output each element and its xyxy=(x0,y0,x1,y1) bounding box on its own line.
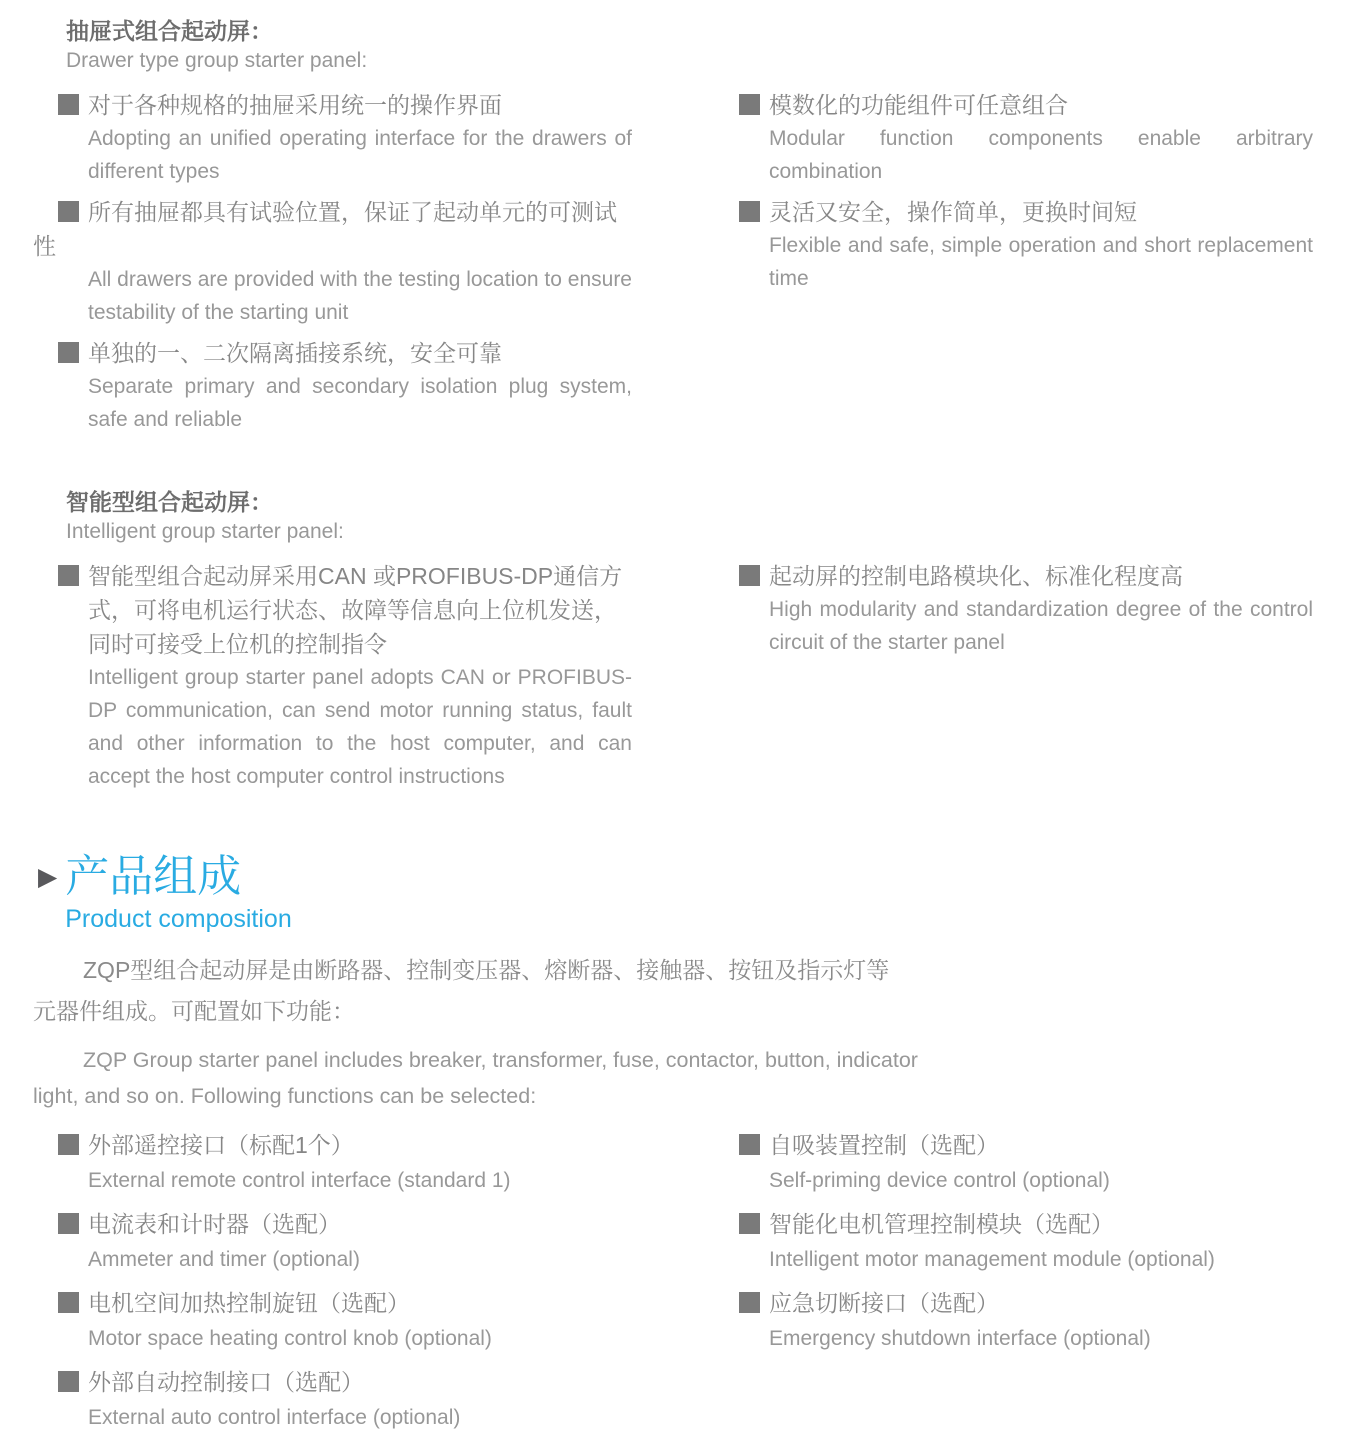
feature-text-en: Emergency shutdown interface (optional) xyxy=(769,1327,1151,1350)
feature-cn-line xyxy=(58,1365,632,1399)
section-drawer-type xyxy=(33,16,1313,443)
intro-paragraph-en: ZQP Group starter panel includes breaker, transformer, fuse, contactor, button, indicator light, and so on. Following functions can be selected: xyxy=(33,1048,918,1108)
bullet-text-cn: 对于各种规格的抽屉采用统一的操作界面 xyxy=(88,92,502,118)
feature-cn-line xyxy=(739,1207,1313,1241)
bullet-cn-line xyxy=(58,559,632,661)
product-composition-title-en: Product composition xyxy=(65,905,292,933)
feature-cn-line xyxy=(58,1207,632,1241)
bullet-item xyxy=(58,559,632,793)
section-title-en: Drawer type group starter panel: xyxy=(66,49,368,72)
left-column xyxy=(33,88,632,443)
feature-item xyxy=(739,1286,1313,1355)
feature-cn-line xyxy=(58,1286,632,1320)
bullet-square-icon xyxy=(58,201,79,222)
bullet-square-icon xyxy=(739,1134,760,1155)
feature-cn-line xyxy=(739,1128,1313,1162)
left-column xyxy=(58,559,632,800)
bullet-square-icon xyxy=(58,94,79,115)
section-title-cn: 智能型组合起动屏： xyxy=(66,489,273,515)
feature-text-en: Ammeter and timer (optional) xyxy=(88,1248,360,1271)
bullet-text-cn: 单独的一、二次隔离插接系统，安全可靠 xyxy=(88,340,502,366)
feature-text-cn: 电流表和计时器（选配） xyxy=(88,1211,341,1237)
bullet-columns xyxy=(33,88,1313,443)
bullet-text-cn: 智能型组合起动屏采用CAN 或PROFIBUS-DP通信方式，可将电机运行状态、故障等信息向上位机发送，同时可接受上位机的控制指令 xyxy=(88,563,623,657)
bullet-text-en: Flexible and safe, simple operation and short replacement time xyxy=(769,234,1313,290)
bullet-square-icon xyxy=(58,1371,79,1392)
bullet-square-icon xyxy=(739,94,760,115)
section-header xyxy=(66,487,1313,547)
bullet-square-icon xyxy=(739,201,760,222)
bullet-cn-line xyxy=(58,195,632,229)
bullet-square-icon xyxy=(739,565,760,586)
bullet-text-en: Intelligent group starter panel adopts CAN or PROFIBUS-DP communication, can send motor running status, fault and other information to the host computer, and can accept the host computer control instructions xyxy=(88,666,632,788)
bullet-columns xyxy=(58,559,1313,800)
feature-columns xyxy=(58,1128,1313,1444)
bullet-square-icon xyxy=(58,1292,79,1313)
bullet-item xyxy=(739,88,1313,188)
feature-item xyxy=(739,1128,1313,1197)
feature-text-cn: 外部自动控制接口（选配） xyxy=(88,1369,364,1395)
right-column xyxy=(739,559,1313,666)
feature-text-en: Self-priming device control (optional) xyxy=(769,1169,1110,1192)
feature-item xyxy=(58,1365,632,1434)
feature-cn-line xyxy=(58,1128,632,1162)
feature-text-cn: 外部遥控接口（标配1个） xyxy=(88,1132,354,1158)
bullet-item xyxy=(58,336,632,436)
bullet-item xyxy=(739,559,1313,659)
right-column xyxy=(739,88,1313,302)
bullet-cn-line xyxy=(739,559,1313,593)
bullet-square-icon xyxy=(58,1134,79,1155)
bullet-text-cn: 所有抽屉都具有试验位置，保证了起动单元的可测试 xyxy=(88,199,617,225)
bullet-text-cn: 起动屏的控制电路模块化、标准化程度高 xyxy=(769,563,1183,589)
feature-item xyxy=(58,1207,632,1276)
triangle-marker-icon: ▶ xyxy=(38,863,58,891)
feature-item xyxy=(58,1286,632,1355)
bullet-cn-line xyxy=(58,336,632,370)
bullet-square-icon xyxy=(58,565,79,586)
bullet-text-en: High modularity and standardization degree of the control circuit of the starter panel xyxy=(769,598,1313,654)
bullet-item xyxy=(739,195,1313,295)
feature-text-cn: 应急切断接口（选配） xyxy=(769,1290,999,1316)
intro-paragraph-cn: ZQP型组合起动屏是由断路器、控制变压器、熔断器、接触器、按钮及指示灯等元器件组成。可配置如下功能： xyxy=(33,957,890,1024)
bullet-cn-line xyxy=(739,195,1313,229)
product-composition-header xyxy=(38,852,1313,936)
bullet-square-icon xyxy=(739,1213,760,1234)
features-left-column xyxy=(58,1128,632,1444)
bullet-text-en: Adopting an unified operating interface for the drawers of different types xyxy=(88,127,632,183)
feature-text-en: Motor space heating control knob (optional) xyxy=(88,1327,492,1350)
bullet-text-cn: 灵活又安全，操作简单，更换时间短 xyxy=(769,199,1137,225)
feature-cn-line xyxy=(739,1286,1313,1320)
bullet-square-icon xyxy=(58,342,79,363)
section-intelligent-type xyxy=(33,487,1313,800)
feature-item xyxy=(739,1207,1313,1276)
product-composition-title-cn: 产品组成 xyxy=(65,852,242,901)
feature-text-cn: 智能化电机管理控制模块（选配） xyxy=(769,1211,1114,1237)
bullet-cn-line xyxy=(739,88,1313,122)
feature-text-en: Intelligent motor management module (optional) xyxy=(769,1248,1215,1271)
section-title-en: Intelligent group starter panel: xyxy=(66,520,344,543)
bullet-item xyxy=(58,88,632,188)
feature-text-cn: 自吸装置控制（选配） xyxy=(769,1132,999,1158)
bullet-text-en: Separate primary and secondary isolation plug system, safe and reliable xyxy=(88,375,632,431)
feature-text-cn: 电机空间加热控制旋钮（选配） xyxy=(88,1290,410,1316)
bullet-item xyxy=(33,195,632,329)
section-header xyxy=(66,16,1313,76)
feature-text-en: External auto control interface (optional) xyxy=(88,1406,461,1429)
feature-text-en: External remote control interface (standard 1) xyxy=(88,1169,511,1192)
product-composition-titles xyxy=(65,852,292,936)
bullet-cn-line xyxy=(58,88,632,122)
bullet-text-en: Modular function components enable arbitrary combination xyxy=(769,127,1313,183)
bullet-text-en: All drawers are provided with the testing location to ensure testability of the starting unit xyxy=(88,268,632,324)
features-right-column xyxy=(739,1128,1313,1365)
section-title-cn: 抽屉式组合起动屏： xyxy=(66,18,273,44)
bullet-text-cn: 模数化的功能组件可任意组合 xyxy=(769,92,1068,118)
bullet-square-icon xyxy=(739,1292,760,1313)
bullet-cn-overflow-char: 性 xyxy=(33,233,56,259)
product-composition-section xyxy=(33,852,1313,1444)
feature-item xyxy=(58,1128,632,1197)
bullet-square-icon xyxy=(58,1213,79,1234)
